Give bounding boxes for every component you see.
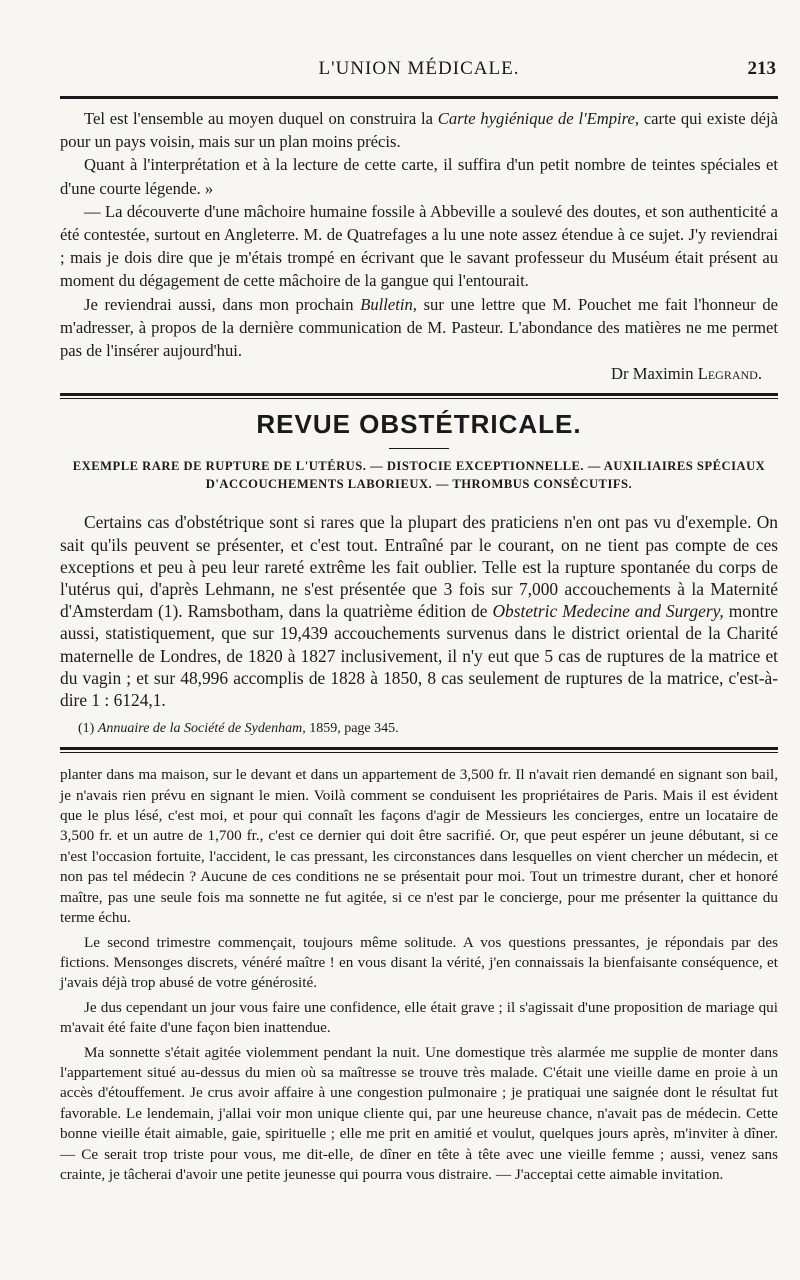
paragraph: Je dus cependant un jour vous faire une confidence, elle était grave ; il s'agissait d'une proposition de mariage qui m'avait été faite d'une façon bien inattendue.	[60, 998, 778, 1037]
paragraph	[60, 511, 778, 711]
running-head	[60, 58, 778, 88]
text-span: sur une lettre que M. Pouchet me fait l'honneur de m'adresser, à propos de la dernière communication de M. Pasteur. L'abondance des matières ne me permet pas de l'insérer aujourd'hui.	[60, 294, 778, 361]
paragraph	[60, 107, 778, 153]
author-signature	[60, 362, 778, 385]
section-title: REVUE OBSTÉTRICALE.	[256, 409, 582, 440]
footnote-source: Annuaire de la Société de Sydenham,	[97, 721, 306, 737]
divider-thin	[60, 398, 778, 399]
top-section	[60, 107, 778, 385]
author-surname: Legrand.	[697, 364, 762, 384]
paragraph	[60, 293, 778, 363]
journal-title: L'UNION MÉDICALE.	[318, 58, 520, 79]
paragraph: Ma sonnette s'était agitée violemment pendant la nuit. Une domestique très alarmée me supplie de monter dans l'appartement situé au-dessus du mien où sa maîtresse se trouve très malade. C'était une vieille dame en proie à un accès d'étouffement. Je crus avoir affaire à une congestion pulmonaire ; je pratiquai une saignée dont le résultat fut favorable. Le lendemain, j'allai voir mon unique cliente qui, par une heureuse chance, n'avait pas de médecin. Cette bonne vieille était aimable, gaie, spirituelle ; elle me prit en amitié et voulut, quelques jours après, m'inviter à dîner. — Ce serait trop triste pour vous, me dit-elle, de dîner en tête à tête avec une vieille femme ; aussi, venez sans crainte, je tâcherai d'avoir une petite jeunesse qui pourra vous distraire. — J'acceptai cette aimable invitation.	[60, 1043, 778, 1183]
text-span: Je reviendrai aussi, dans mon prochain	[84, 294, 361, 314]
paragraph: Le second trimestre commençait, toujours même solitude. A vos questions pressantes, je répondais par des fictions. Mensonges discrets, vénéré maître ! en vous disant la vérité, j'en connaissais la bienfaisante conséquence, et j'avais déjà trop abusé de votre générosité.	[60, 933, 778, 992]
text-span: Tel est l'ensemble au moyen duquel on construira la	[84, 109, 438, 128]
divider-thick	[60, 393, 778, 396]
text-span: carte qui existe déjà pour un pays voisin, mais sur un plan moins précis.	[60, 109, 779, 152]
footnote-marker: (1)	[78, 721, 98, 737]
feuilleton-section	[60, 765, 778, 1185]
italic-title: Obstetric Medecine and Surgery,	[492, 601, 724, 622]
page-number: 213	[747, 58, 776, 79]
italic-title: Carte hygiénique de l'Empire,	[437, 109, 640, 128]
footnote	[60, 721, 778, 737]
divider-thick	[60, 747, 778, 750]
footnote-details: 1859, page 345.	[305, 721, 399, 737]
journal-page	[60, 58, 778, 1185]
section-divider	[60, 393, 778, 399]
header-rule	[60, 96, 778, 99]
article-heading: EXEMPLE RARE DE RUPTURE DE L'UTÉRUS. — DISTOCIE EXCEPTIONNELLE. — AUXILIAIRES SPÉCIAUX D'ACCOUCHEMENTS LABORIEUX. — THROMBUS CONSÉCUTIFS.	[72, 459, 766, 492]
paragraph: Quant à l'interprétation et à la lecture de cette carte, il suffira d'un petit nombre de teintes spéciales et d'une courte légende. »	[60, 155, 778, 198]
italic-title: Bulletin,	[360, 294, 417, 314]
paragraph: planter dans ma maison, sur le devant et dans un appartement de 3,500 fr. Il n'avait rien demandé en signant son bail, je n'avais rien prévu en signant le mien. Voilà comment se conduisent les propriétaires de Paris. Mais il est évident que le plus lésé, c'est moi, et pour qui connaît les façons d'agir de Messieurs les concierges, entre un locataire de 3,500 fr. et un autre de 1,700 fr., c'est ce dernier qui doit être sacrifié. Or, que peut espérer un jeune débutant, si ce n'est l'occasion fortuite, l'accident, le cas pressant, les circonstances dans lesquelles on vient chercher un médecin, et non pas tel médecin ? Aucune de ces conditions ne se présentait pour moi. Tout un trimestre durant, cher et honoré maître, pas une seule fois ma sonnette ne fut agitée, si ce n'est par le concierge, pour me présenter la quittance du terme échu.	[60, 766, 778, 927]
divider-thin	[60, 752, 778, 753]
text-span: Certains cas d'obstétrique sont si rares que la plupart des praticiens n'en ont pas vu d'exemple. On sait qu'ils peuvent se présenter, et c'est tout. Entraîné par le courant, on ne tient pas compte de ces exceptions et peu à peu leur rareté extrême les fait oublier. Telle est la rupture spontanée du corps de l'utérus qui, d'après Lehmann, ne s'est présentée que 3 fois sur 7,000 accouchements à la Maternité d'Amsterdam (1). Ramsbotham, dans la quatrième édition de	[60, 512, 778, 622]
paragraph: — La découverte d'une mâchoire humaine fossile à Abbeville a soulevé des doutes, et son authenticité a été contestée, surtout en Angleterre. M. de Quatrefages a lu une note assez étendue à ce sujet. J'y reviendrai ; mais je dois dire que je m'étais trompé en écrivant que le savant professeur du Muséum était présent au moment du dégagement de cette mâchoire de la gangue qui l'entourait.	[60, 201, 778, 291]
text-span: montre aussi, statistiquement, que sur 19,439 accouchements survenus dans le district oriental de la Charité maternelle de Londres, de 1820 à 1827 inclusivement, il n'y eut que 5 cas de ruptures de la matrice et du vagin ; et sur 48,996 accomplis de 1828 à 1850, 8 cas seulement de ruptures de la matrice, c'est-à-dire 1 : 6124,1.	[60, 601, 778, 711]
author-first-name: Dr Maximin	[611, 364, 698, 384]
title-underline	[389, 448, 449, 449]
article-body	[60, 511, 778, 711]
feuilleton-divider	[60, 747, 778, 753]
